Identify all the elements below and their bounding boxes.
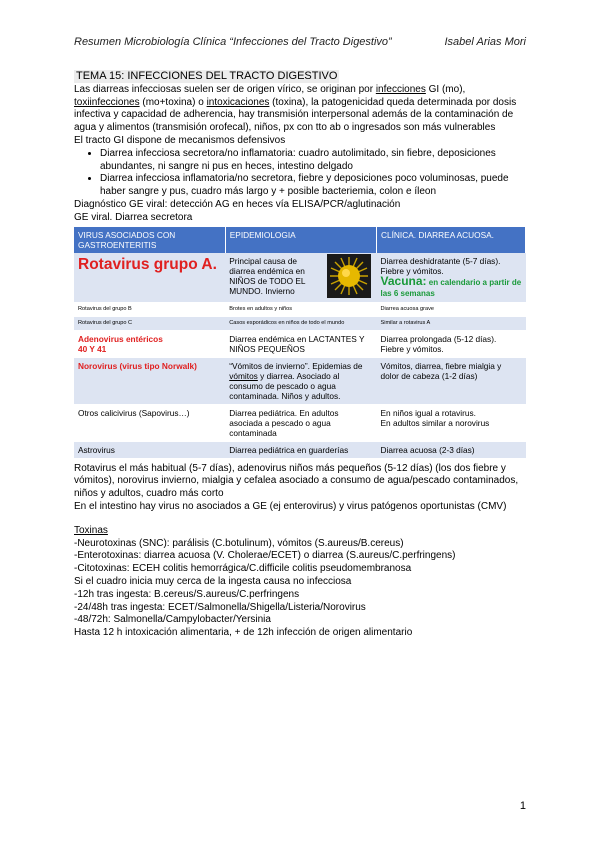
- table-cell: Diarrea acuosa grave: [377, 302, 526, 316]
- table-cell: Diarrea prolongada (5-12 días). Fiebre y vómitos.: [377, 330, 526, 357]
- ge-viral-line: GE viral. Diarrea secretora: [74, 211, 193, 223]
- toxinas-line: Hasta 12 h intoxicación alimentaria, + de 12h infección de origen alimentario: [74, 627, 413, 639]
- virus-image: [327, 254, 371, 298]
- diagnosis-line: Diagnóstico GE viral: detección AG en heces vía ELISA/PCR/aglutinación: [74, 198, 401, 210]
- list-item: • Diarrea infecciosa secretora/no inflamatoria: cuadro autolimitado, sin fiebre, deposiciones abundantes, ni sangre ni pus en heces, intestino delgado: [100, 148, 526, 174]
- section-title: TEMA 15: INFECCIONES DEL TRACTO DIGESTIVO: [76, 70, 338, 82]
- toxinas-line: -Neurotoxinas (SNC): parálisis (C.botulinum), vómitos (S.aureus/B.cereus): [74, 537, 404, 549]
- table-cell: “Vómitos de invierno”. Epidemias de vómitos y diarrea. Asociado al consumo de pescado o agua contaminada. Niños y adultos.: [225, 357, 376, 404]
- page-number: 1: [519, 800, 526, 812]
- table-row: [74, 253, 526, 303]
- table-cell: Principal causa de diarrea endémica en NIÑOS de TODO EL MUNDO. Invierno: [225, 253, 376, 303]
- table-cell: Otros calicivirus (Sapovirus…): [74, 404, 225, 441]
- diarrhea-types-list: [74, 148, 526, 199]
- toxinas-line: -24/48h tras ingesta: ECET/Salmonella/Shigella/Listeria/Norovirus: [74, 601, 366, 613]
- table-cell: Rotavirus del grupo C: [74, 316, 225, 330]
- toxinas-heading: Toxinas: [74, 524, 108, 536]
- table-row: [74, 302, 526, 316]
- vacuna-label: Vacuna:: [380, 273, 427, 288]
- table-cell: Brotes en adultos y niños: [225, 302, 376, 316]
- rotavirus-a-label: Rotavirus grupo A.: [78, 255, 217, 273]
- intestine-virus-paragraph: En el intestino hay virus no asociados a GE (ej enterovirus) y virus patógenos oportunistas (CMV): [74, 500, 507, 512]
- toxinas-line: -Citotoxinas: ECEH colitis hemorrágica/C.difficile colitis pseudomembranosa: [74, 563, 412, 575]
- list-item: • Diarrea infecciosa inflamatoria/no secretora, fiebre y deposiciones poco voluminosas, puede haber sangre y pus, cuadro más largo y + posible bacteriemia, colon e íleon: [100, 173, 526, 199]
- document-body: [74, 70, 526, 640]
- table-cell: Casos esporádicos en niños de todo el mundo: [225, 316, 376, 330]
- defense-paragraph: El tracto GI dispone de mecanismos defensivos: [74, 134, 286, 146]
- table-cell: Diarrea acuosa (2-3 días): [377, 441, 526, 458]
- summary-paragraph: Rotavirus el más habitual (5-7 días), adenovirus niños más pequeños (5-12 días) (los dos fiebre y vómitos), norovirus invierno, mialgia y cefalea asociado a consumo de agua/pescado contaminados, niños y adultos, cuadro más corto: [74, 462, 519, 500]
- header-author: Isabel Arias Mori: [444, 36, 526, 48]
- table-cell: Similar a rotavirus A: [377, 316, 526, 330]
- intro-paragraph: Las diarreas infecciosas suelen ser de origen vírico, se originan por infecciones GI (mo), toxiinfecciones (mo+toxina) o intoxicaciones (toxina), la patogenicidad queda determinada por dosis infectiva y capacidad de adherencia, hay transmisión interpersonal además de la contaminación de agua y alimentos (transmisión orofecal), niños, px con tto ab o ingresados son más vulnerables: [74, 83, 517, 134]
- table-row: [74, 316, 526, 330]
- table-cell: Diarrea pediátrica en guarderías: [225, 441, 376, 458]
- toxinas-line: -Enterotoxinas: diarrea acuosa (V. Cholerae/ECET) o diarrea (S.aureus/C.perfringens): [74, 550, 456, 562]
- toxinas-line: -12h tras ingesta: B.cereus/S.aureus/C.perfringens: [74, 588, 300, 600]
- table-header-virus: VIRUS ASOCIADOS CON GASTROENTERITIS: [74, 227, 225, 253]
- table-cell: Adenovirus entéricos 40 Y 41: [74, 330, 225, 357]
- table-cell: Vómitos, diarrea, fiebre mialgia y dolor de cabeza (1-2 días): [377, 357, 526, 404]
- table-header-clinica: CLÍNICA. DIARREA ACUOSA.: [377, 227, 526, 253]
- table-row: [74, 357, 526, 404]
- toxinas-line: -48/72h: Salmonella/Campylobacter/Yersinia: [74, 614, 271, 626]
- table-cell: Astrovirus: [74, 441, 225, 458]
- table-header-epidemiologia: EPIDEMIOLOGIA: [225, 227, 376, 253]
- table-row: [74, 404, 526, 441]
- toxinas-line: Si el cuadro inicia muy cerca de la ingesta causa no infecciosa: [74, 575, 352, 587]
- header-doc-title: Resumen Microbiología Clínica “Infecciones del Tracto Digestivo”: [74, 36, 392, 48]
- table-row: [74, 330, 526, 357]
- table-cell: [74, 253, 225, 303]
- table-cell: Diarrea pediátrica. En adultos asociada a pescado o agua contaminada: [225, 404, 376, 441]
- table-cell: Rotavirus del grupo B: [74, 302, 225, 316]
- table-cell: Norovirus (virus tipo Norwalk): [74, 357, 225, 404]
- virus-table: [74, 227, 526, 459]
- table-cell: Diarrea endémica en LACTANTES Y NIÑOS PEQUEÑOS: [225, 330, 376, 357]
- table-row: [74, 441, 526, 458]
- table-cell: En niños igual a rotavirus. En adultos similar a norovirus: [377, 404, 526, 441]
- table-cell: Diarrea deshidratante (5-7 días). Fiebre y vómitos. Vacuna: en calendario a partir de las 6 semanas: [377, 253, 526, 303]
